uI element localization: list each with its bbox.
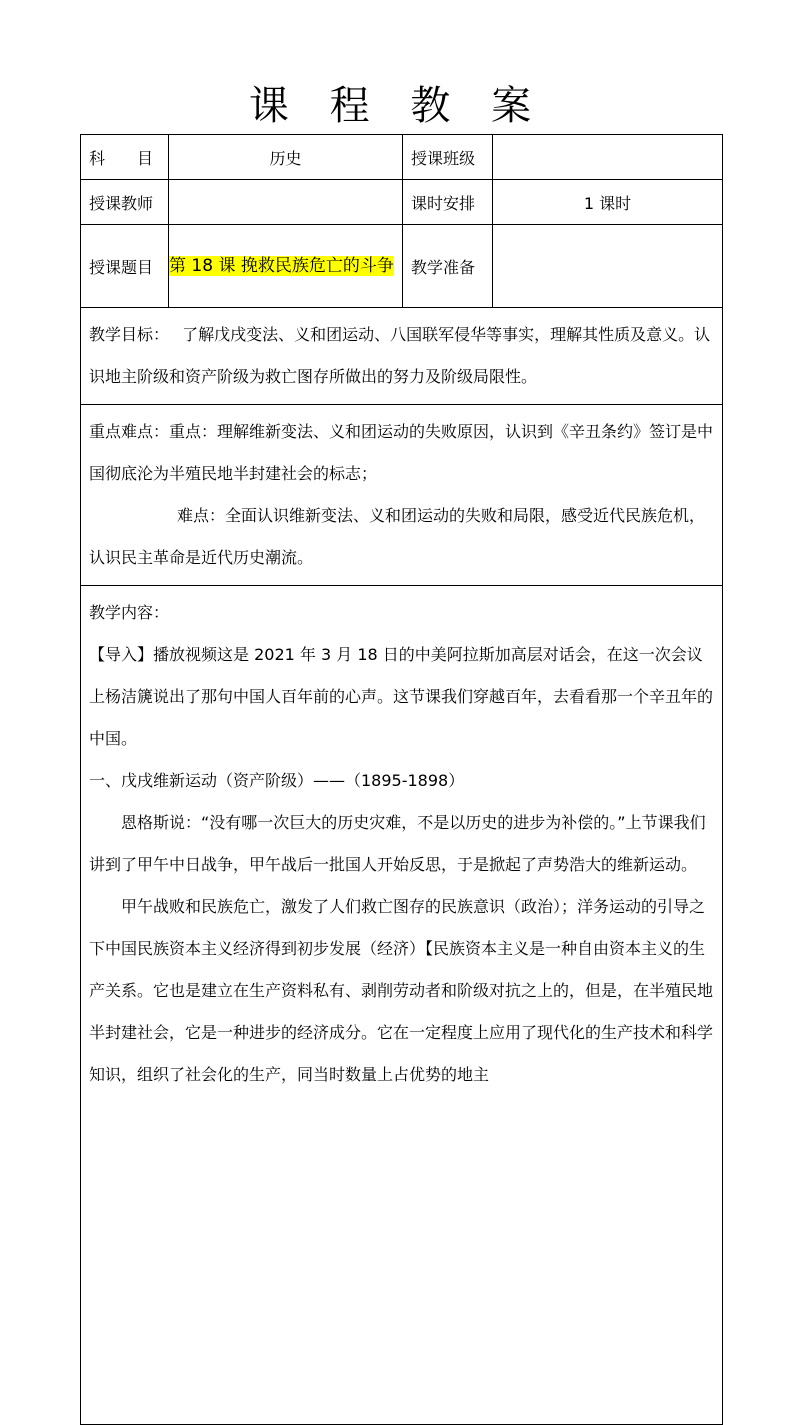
subject-label: 科 目 xyxy=(81,135,169,180)
document-title: 课 程 教 案 xyxy=(248,83,546,129)
hours-label: 课时安排 xyxy=(403,180,493,225)
teacher-value xyxy=(169,180,403,225)
topic-label: 授课题目 xyxy=(81,225,169,308)
subject-value: 历史 xyxy=(169,135,403,180)
class-label: 授课班级 xyxy=(403,135,493,180)
row-topic xyxy=(81,225,723,308)
section-heading-1: 一、戊戌维新运动（资产阶级）——（1895-1898） xyxy=(89,771,465,790)
difficult-points-text: 难点：全面认识维新变法、义和团运动的失败和局限，感受近代民族危机，认识民主革命是近代历史潮流。 xyxy=(89,506,706,567)
content-heading: 教学内容： xyxy=(89,603,170,622)
lesson-plan-table xyxy=(80,134,723,1425)
hours-value: 1 课时 xyxy=(493,180,723,225)
row-subject xyxy=(81,135,723,180)
teacher-label: 授课教师 xyxy=(81,180,169,225)
intro-paragraph: 【导入】播放视频这是 2021 年 3 月 18 日的中美阿拉斯加高层对话会，在这一次会议上杨洁篪说出了那句中国人百年前的心声。这节课我们穿越百年，去看看那一个辛丑年的中国。 xyxy=(89,645,714,748)
row-objectives xyxy=(81,308,723,405)
class-value xyxy=(493,135,723,180)
paragraph-background: 甲午战败和民族危亡，激发了人们救亡图存的民族意识（政治）；洋务运动的引导之下中国民族资本主义经济得到初步发展（经济）【民族资本主义是一种自由资本主义的生产关系。它也是建立在生产资料私有、剥削劳动者和阶级对抗之上的，但是，在半殖民地半封建社会，它是一种进步的经济成分。它在一定程度上应用了现代化的生产技术和科学知识，组织了社会化的生产，同当时数量上占优势的地主 xyxy=(89,897,714,1084)
paragraph-engels: 恩格斯说：“没有哪一次巨大的历史灾难，不是以历史的进步为补偿的。”上节课我们讲到了甲午中日战争，甲午战后一批国人开始反思，于是掀起了声势浩大的维新运动。 xyxy=(89,813,706,874)
prep-label: 教学准备 xyxy=(403,225,493,308)
objectives-text: 教学目标： 了解戊戌变法、义和团运动、八国联军侵华等事实，理解其性质及意义。认识地主阶级和资产阶级为救亡图存所做出的努力及阶级局限性。 xyxy=(89,325,711,386)
topic-value: 第 18 课 挽救民族危亡的斗争 xyxy=(169,256,394,276)
prep-value xyxy=(493,225,723,308)
row-key-points xyxy=(81,405,723,586)
topic-cell xyxy=(169,225,403,308)
row-content xyxy=(81,586,723,1425)
row-teacher xyxy=(81,180,723,225)
key-points-text: 重点难点：重点：理解维新变法、义和团运动的失败原因，认识到《辛丑条约》签订是中国彻底沦为半殖民地半封建社会的标志； xyxy=(89,422,714,483)
